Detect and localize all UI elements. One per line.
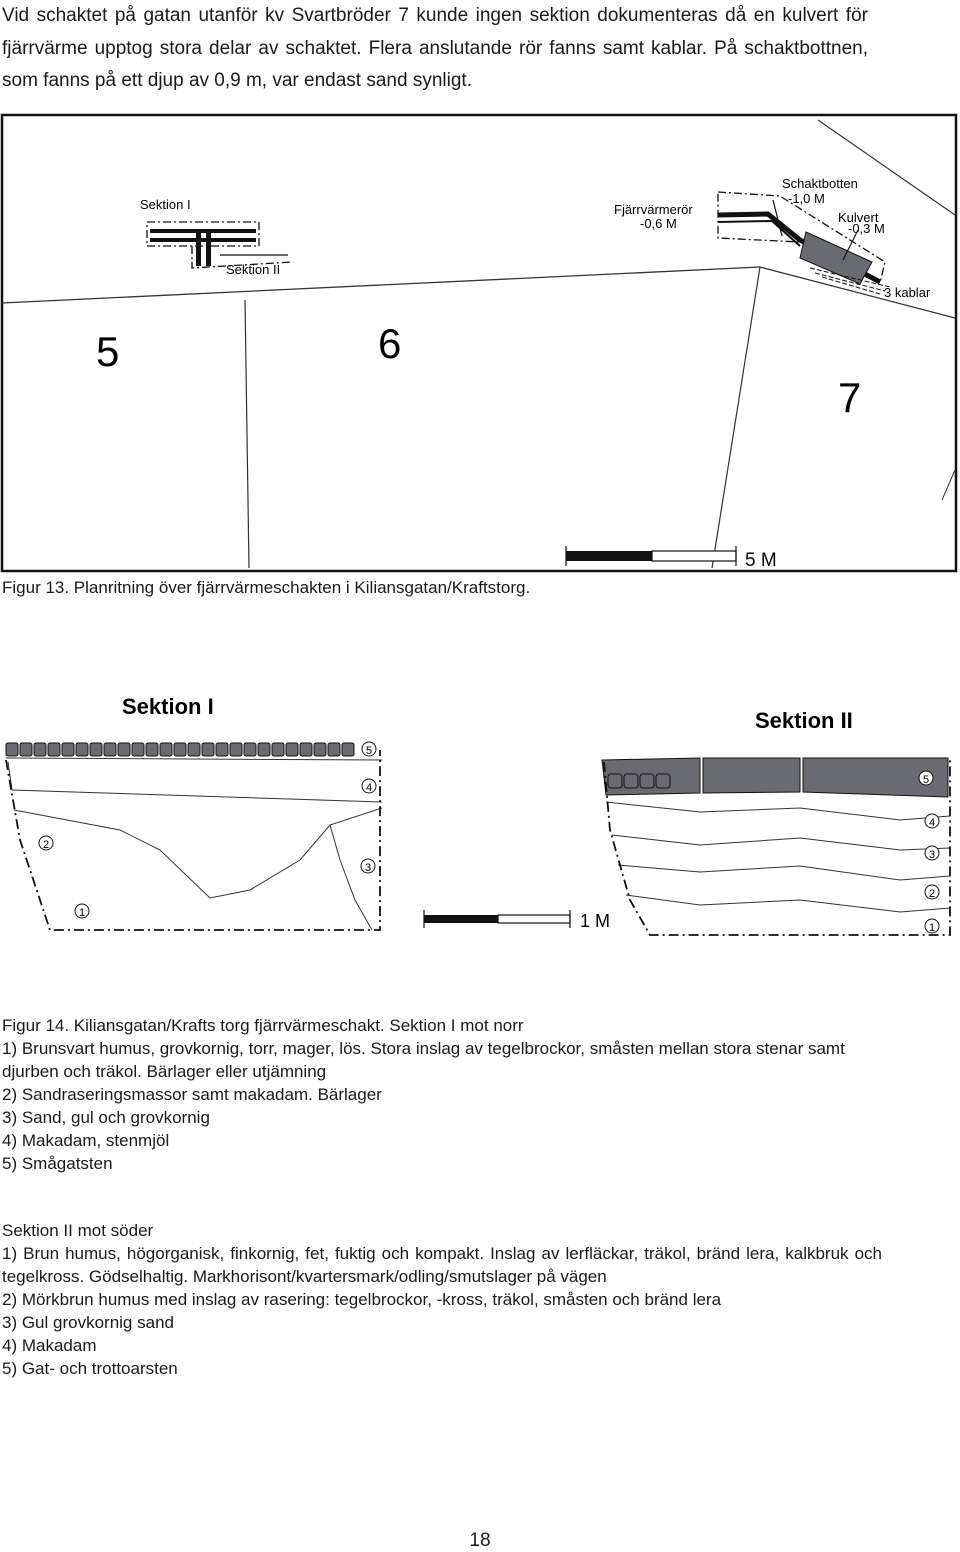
cobble-stone — [244, 743, 256, 756]
cobble-stone — [216, 743, 228, 756]
s1-marker-5: 5 — [365, 745, 373, 757]
section-ii-description — [2, 1219, 882, 1380]
cobble-stone — [62, 743, 74, 756]
cobble-stone — [118, 743, 130, 756]
s1-marker-2: 2 — [42, 839, 50, 851]
section-i-title: Sektion I — [122, 694, 214, 719]
cobble-stone — [34, 743, 46, 756]
cobble-stone — [90, 743, 102, 756]
s2-item-3: 3) Gul grovkornig sand — [2, 1313, 174, 1332]
cobble-stone — [76, 743, 88, 756]
label-schaktbotten: Schaktbotten — [782, 176, 858, 191]
section-i-drawing — [6, 694, 382, 930]
s2-marker-1: 1 — [928, 922, 936, 934]
s1-item-1: 1) Brunsvart humus, grovkornig, torr, mager, lös. Stora inslag av tegelbrockor, småsten mellan stora stenar samt djurben och träkol. Bärlager eller utjämning — [2, 1039, 845, 1081]
scale-bar-1m — [424, 910, 610, 931]
section-ii-drawing — [602, 708, 950, 935]
cobble-stone — [160, 743, 172, 756]
s1-item-4: 4) Makadam, stenmjöl — [2, 1131, 170, 1150]
scale-label-5m: 5 M — [745, 550, 777, 571]
page-number: 18 — [469, 1530, 491, 1551]
s2-item-2: 2) Mörkbrun humus med inslag av rasering: tegelbrockor, -kross, träkol, småsten och bränd lera — [2, 1290, 722, 1309]
label-fjarrvarmeror-depth: -0,6 M — [640, 216, 677, 231]
s1-item-3: 3) Sand, gul och grovkornig — [2, 1108, 210, 1127]
intro-paragraph: Vid schaktet på gatan utanför kv Svartbröder 7 kunde ingen sektion dokumenteras då en kulvert för fjärrvärme upptog stora delar av schaktet. Flera anslutande rör fanns samt kablar. På schaktbottnen, som fanns på ett djup av 0,9 m, var endast sand synligt. — [2, 5, 868, 91]
cobble-stone — [328, 743, 340, 756]
s2-marker-4: 4 — [928, 817, 936, 829]
scale-label-1m: 1 M — [580, 911, 611, 931]
section-i-cobbles — [6, 743, 354, 756]
label-kulvert: Kulvert — [838, 210, 879, 225]
section-ii-paving — [602, 758, 948, 797]
s1-marker-1: 1 — [78, 907, 86, 919]
block-number-5: 5 — [96, 328, 120, 375]
cobble-stone — [272, 743, 284, 756]
s2-marker-3: 3 — [928, 849, 936, 861]
label-kablar: 3 kablar — [884, 285, 931, 300]
label-fjarrvarmeror: Fjärrvärmerör — [614, 202, 693, 217]
scale-bar-5m — [566, 546, 777, 571]
s2-marker-2: 2 — [928, 888, 936, 900]
plan-drawing — [2, 115, 956, 571]
cobble-stone — [146, 743, 158, 756]
figure-14-caption: Figur 14. Kiliansgatan/Krafts torg fjärrvärmeschakt. Sektion I mot norr — [2, 1016, 524, 1035]
cobble-stone — [300, 743, 312, 756]
block-number-7: 7 — [838, 374, 862, 421]
cobble-stone — [6, 743, 18, 756]
figure-13-caption: Figur 13. Planritning över fjärrvärmeschakten i Kiliansgatan/Kraftstorg. — [2, 578, 531, 597]
section-ii-title: Sektion II — [755, 708, 853, 733]
block-number-6: 6 — [378, 320, 402, 367]
cobble-stone — [230, 743, 242, 756]
s1-marker-4: 4 — [365, 782, 373, 794]
cobble-stone — [104, 743, 116, 756]
s2-heading: Sektion II mot söder — [2, 1221, 154, 1240]
cobble-stone — [174, 743, 186, 756]
cobble-stone — [48, 743, 60, 756]
s2-marker-5: 5 — [922, 774, 930, 786]
s2-item-4: 4) Makadam — [2, 1336, 97, 1355]
cobble-stone — [20, 743, 32, 756]
cobble-stone — [202, 743, 214, 756]
label-sektion-ii: Sektion II — [226, 262, 281, 277]
s2-item-1: 1) Brun humus, högorganisk, finkornig, fet, fuktig och kompakt. Inslag av lerfläckar, träkol, bränd lera, kalkbruk och tegelkross. Gödselhaltig. Markhorisont/kvartersmark/odling/smutslager på vägen — [2, 1244, 882, 1286]
cobble-stone — [314, 743, 326, 756]
cobble-stone — [258, 743, 270, 756]
cobble-stone — [286, 743, 298, 756]
cobble-stone — [132, 743, 144, 756]
label-schaktbotten-depth: -1,0 M — [788, 191, 825, 206]
s1-item-5: 5) Smågatsten — [2, 1154, 113, 1173]
cobble-stone — [188, 743, 200, 756]
label-kulvert-depth: -0,3 M — [848, 221, 885, 236]
s2-item-5: 5) Gat- och trottoarsten — [2, 1359, 178, 1378]
label-sektion-i: Sektion I — [140, 197, 191, 212]
figure-14-caption-block — [2, 1014, 882, 1175]
cobble-stone — [342, 743, 354, 756]
s1-marker-3: 3 — [364, 862, 372, 874]
s1-item-2: 2) Sandraseringsmassor samt makadam. Bärlager — [2, 1085, 382, 1104]
